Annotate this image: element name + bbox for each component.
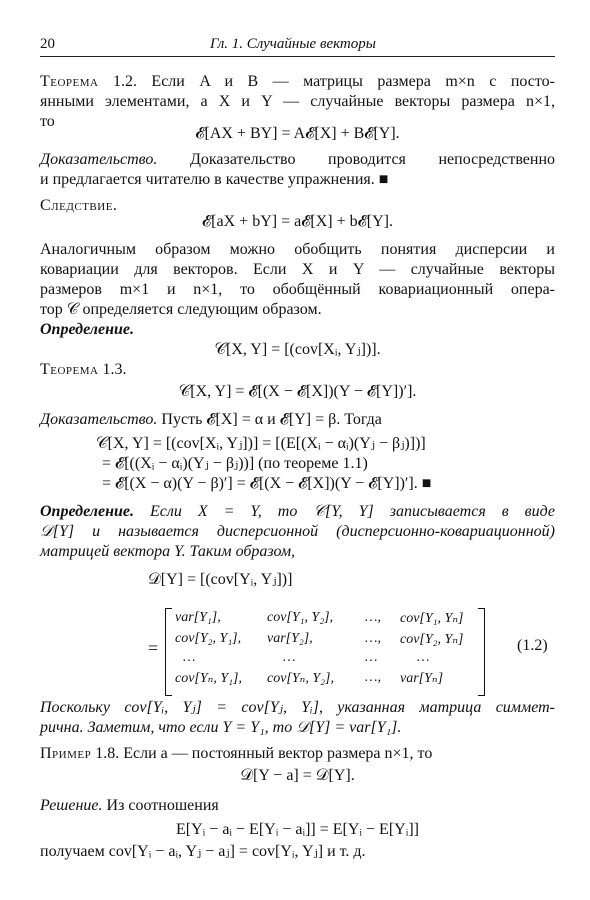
- matrix-left-bracket: [165, 608, 172, 696]
- theorem-1-3: [40, 360, 555, 380]
- equation-number: (1.2): [517, 637, 548, 654]
- definition-1-formula: 𝒞[X, Y] = [(cov[Xᵢ, Yⱼ])].: [214, 341, 381, 358]
- proof-2: [40, 410, 555, 430]
- theorem-text-line: янными элементами, а X и Y — случайные векторы размера n×1,: [40, 93, 555, 110]
- solution: [40, 796, 555, 816]
- definition-text-line: Если X = Y, то 𝒞[Y, Y] записывается в виде: [150, 503, 556, 520]
- example-label: Пример: [40, 745, 92, 762]
- example-formula: 𝒟[Y − a] = 𝒟[Y].: [240, 767, 355, 784]
- symmetry-paragraph: [40, 698, 555, 738]
- theorem-number: 1.3.: [102, 361, 127, 378]
- page-number: 20: [40, 36, 55, 52]
- text-line: рична. Заметим, что если Y = Y₁, то 𝒟[Y] = var[Y₁].: [40, 719, 402, 736]
- solution-conclusion: получаем cov[Yᵢ − aᵢ, Yⱼ − aⱼ] = cov[Yᵢ, Yⱼ] и т. д.: [40, 843, 366, 860]
- matrix-cell: cov[Yₙ, Y₁],: [175, 671, 242, 686]
- definition-2-formula: 𝒟[Y] = [(cov[Yᵢ, Yⱼ])]: [148, 571, 293, 588]
- definition-2: [40, 502, 555, 562]
- matrix-cell: cov[Y₂, Yₙ]: [400, 632, 464, 647]
- matrix-cell: …: [283, 650, 296, 665]
- text-line: Поскольку cov[Yᵢ, Yⱼ] = cov[Yⱼ, Yᵢ], указанная матрица симмет-: [40, 699, 555, 716]
- definition-1: [40, 320, 555, 340]
- derivation-line: = 𝓔[(X − α)(Y − β)′] = 𝓔[(X − 𝓔[X])(Y − 𝓔[Y])′]. ■: [102, 475, 432, 492]
- example-text: 1.8. Если a — постоянный вектор размера n×1, то: [95, 745, 433, 762]
- definition-label: Определение.: [40, 321, 134, 338]
- proof-text-line: и предлагается читателю в качестве упражнения. ■: [40, 171, 389, 188]
- proof-text-line: Доказательство проводится непосредственно: [189, 151, 556, 168]
- matrix-cell: var[Yₙ]: [400, 671, 444, 686]
- matrix-row: [175, 670, 480, 690]
- generalization-paragraph: [40, 240, 555, 320]
- theorem-label: Теорема: [40, 73, 99, 90]
- proof-label: Доказательство.: [40, 151, 158, 168]
- text-line: тор 𝒞 определяется следующим образом.: [40, 301, 322, 318]
- matrix-cell: …,: [365, 670, 381, 685]
- matrix-cell: var[Y₁],: [175, 610, 221, 625]
- solution-formula: E[Yᵢ − aᵢ − E[Yᵢ − aᵢ]] = E[Yᵢ − E[Yᵢ]]: [176, 821, 419, 838]
- proof-1: [40, 150, 555, 190]
- matrix-row: [175, 631, 480, 651]
- matrix-cell: …,: [365, 610, 381, 625]
- text-line: размеров m×1 и n×1, то обобщённый ковариационный опера-: [40, 281, 555, 298]
- proof-label: Доказательство.: [40, 411, 158, 428]
- theorem-1-3-formula: 𝒞[X, Y] = 𝓔[(X − 𝓔[X])(Y − 𝓔[Y])′].: [178, 383, 417, 400]
- derivation-line: = 𝓔[((Xᵢ − αᵢ)(Yⱼ − βⱼ))] (по теореме 1.1): [102, 455, 368, 472]
- example-1-8: [40, 744, 555, 764]
- matrix-cell: cov[Y₁, Yₙ]: [400, 611, 464, 626]
- dispersion-matrix: [165, 608, 485, 694]
- running-title: Гл. 1. Случайные векторы: [210, 36, 376, 52]
- equals-sign: =: [148, 638, 159, 658]
- matrix-cell: …: [183, 650, 196, 665]
- matrix-row: [175, 650, 480, 670]
- matrix-cell: cov[Yₙ, Y₂],: [267, 671, 334, 686]
- text-line: ковариации для векторов. Если X и Y — случайные векторы: [40, 261, 555, 278]
- solution-intro: Из соотношения: [106, 797, 219, 814]
- theorem-text-line: то: [40, 113, 55, 130]
- matrix-cell: cov[Y₂, Y₁],: [175, 631, 242, 646]
- theorem-formula: 𝓔[AX + BY] = A𝓔[X] + B𝓔[Y].: [195, 125, 400, 142]
- running-header: [40, 36, 555, 57]
- proof-intro: Пусть 𝓔[X] = α и 𝓔[Y] = β. Тогда: [161, 411, 382, 428]
- matrix-cell: cov[Y₁, Y₂],: [267, 610, 334, 625]
- corollary-formula: 𝓔[aX + bY] = a𝓔[X] + b𝓔[Y].: [202, 213, 393, 230]
- text-line: Аналогичным образом можно обобщить понятия дисперсии и: [40, 241, 555, 258]
- definition-text-line: 𝒟[Y] и называется дисперсионной (дисперсионно-ковариационной): [40, 523, 555, 540]
- matrix-cell: var[Y₂],: [267, 631, 313, 646]
- matrix-cell: …: [417, 650, 430, 665]
- definition-label: Определение.: [40, 503, 134, 520]
- corollary-label: Следствие.: [40, 197, 118, 214]
- matrix-row: [175, 610, 480, 630]
- derivation-line: 𝒞[X, Y] = [(cov[Xᵢ, Yⱼ])] = [(E[(Xᵢ − αᵢ)(Yⱼ − βⱼ)])]: [96, 435, 426, 452]
- matrix-cell: …: [365, 650, 378, 665]
- solution-label: Решение.: [40, 797, 103, 814]
- matrix-cell: …,: [365, 631, 381, 646]
- definition-text-line: матрицей вектора Y. Таким образом,: [40, 543, 296, 560]
- theorem-text-line: 1.2. Если A и B — матрицы размера m×n с посто-: [112, 73, 556, 90]
- theorem-label: Теорема: [40, 361, 99, 378]
- theorem-1-2: [40, 72, 555, 132]
- proof-derivation: [96, 434, 536, 494]
